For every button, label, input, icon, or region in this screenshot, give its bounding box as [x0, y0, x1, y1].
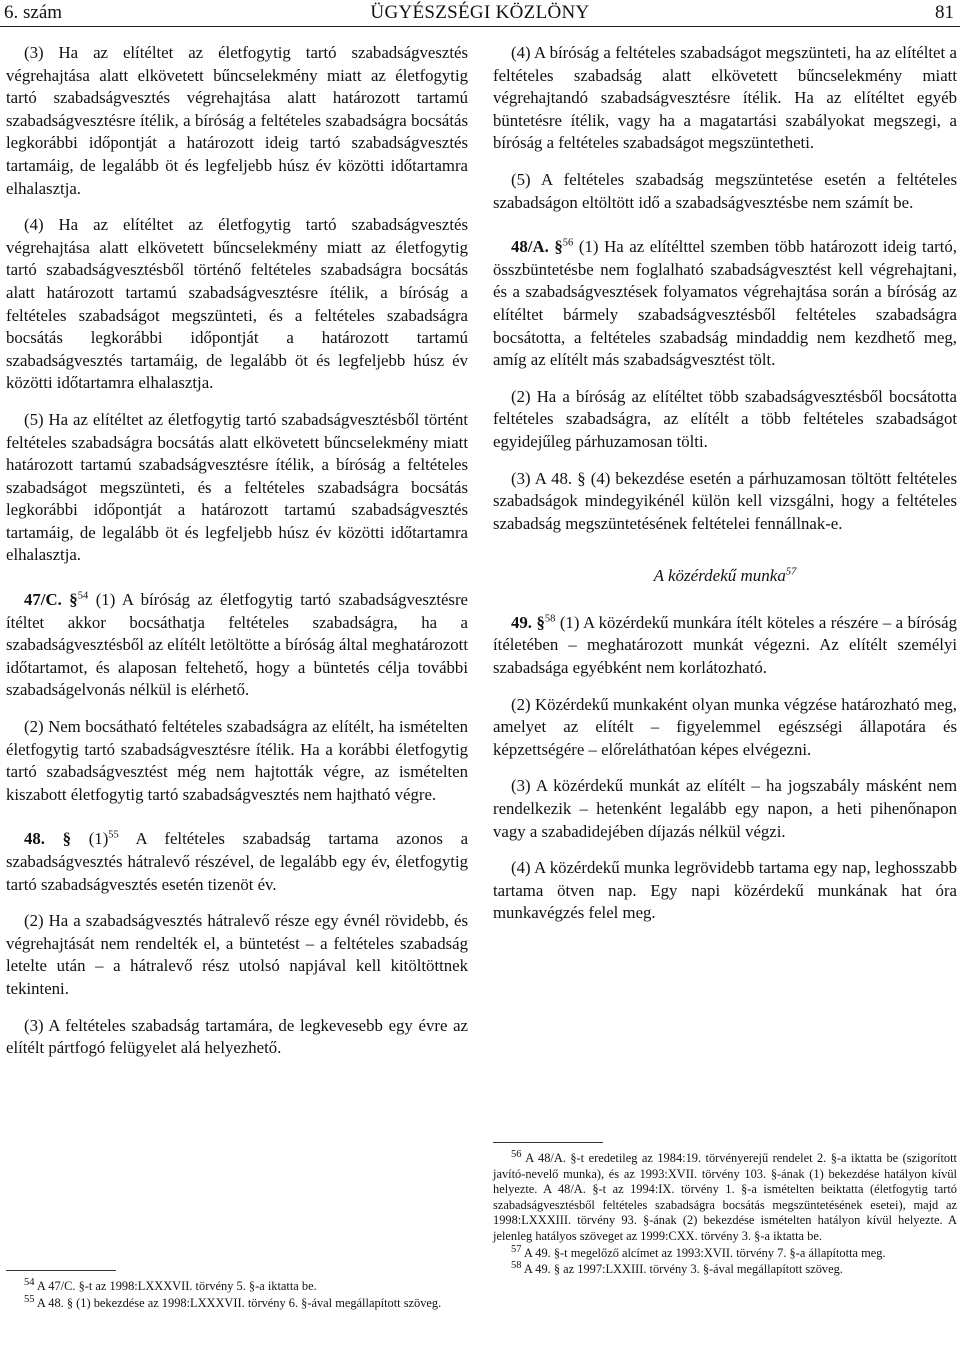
footnote-number: 58	[511, 1260, 522, 1272]
page-number: 81	[935, 2, 954, 23]
paragraph-49-2: (2) Közérdekű munkaként olyan munka végzése határozható meg, amelyet az elítélt – figyelemmel egészségi állapotára és képzettségére – előreláthatóan képes elvégezni.	[493, 694, 957, 759]
footnote-55	[6, 1293, 468, 1312]
publication-title: ÜGYÉSZSÉGI KÖZLÖNY	[370, 2, 590, 23]
section-48a-1	[493, 236, 957, 372]
footnote-56	[493, 1148, 957, 1245]
footnote-ref: 57	[785, 566, 797, 578]
page-header	[0, 0, 960, 27]
section-text: (1) A közérdekű munkára ítélt köteles a részére – a bíróság ítéletében – meghatározott munkát végezni. Az elítélt személyi szabadsága egyébként nem korlátozható.	[493, 612, 957, 678]
section-number: 48. §	[24, 829, 72, 849]
footnote-number: 55	[24, 1293, 35, 1305]
footnotes-right	[493, 1142, 957, 1279]
footnotes-left	[6, 1270, 468, 1312]
subsection-title	[493, 565, 957, 588]
paragraph-48-4: (4) A bíróság a feltételes szabadságot megszünteti, ha az elítéltet a feltételes szabadság alatt elkövetett bűncselekmény miatt végrehajtandó szabadságvesztésre ítélik. Ha az elítéltet egyéb büntetésre ítélik, vagy ha a magatartási szabályokat megszegi, a bíróság a feltételes szabadságot megszüntetheti.	[493, 43, 957, 153]
footnote-divider	[493, 1142, 603, 1143]
section-number: 48/A. §	[511, 237, 563, 257]
footnote-58	[493, 1262, 957, 1278]
section-number: 47/C. §	[24, 590, 78, 610]
paragraph-47b-4: (4) Ha az elítéltet az életfogytig tartó szabadságvesztés végrehajtása alatt elkövetett bűncselekmény miatt az életfogytig tartó szabadságvesztésből történő feltételes szabadságra bocsátás alatt határozott tartamú szabadságvesztésre ítélik, a bíróság a feltételes szabadságot megszünteti, és a feltételes szabadságra bocsátás legkorábbi időpontját a határozott tartamú szabadságvesztés tartamáig, de legalább öt és legfeljebb húsz év közötti időtartamra elhalasztja.	[6, 215, 468, 393]
footnote-57	[493, 1243, 957, 1262]
right-column	[493, 42, 957, 939]
footnote-text: A 49. §-t megelőző alcímet az 1993:XVII. törvény 7. §-a állapította meg.	[521, 1245, 886, 1260]
footnote-ref: 56	[562, 237, 574, 249]
paragraph-49-4: (4) A közérdekű munka legrövidebb tartama egy nap, leghosszabb tartama ötven nap. Egy napi közérdekű munkának hat óra munkavégzés felel meg.	[493, 858, 957, 923]
issue-number: 6. szám	[4, 2, 63, 23]
section-48-1	[6, 828, 468, 896]
section-49-1	[493, 612, 957, 680]
subtitle-text: A közérdekű munka	[653, 566, 786, 586]
section-number: 49. §	[511, 612, 545, 632]
footnote-number: 57	[511, 1243, 522, 1255]
section-text: (1) A bíróság az életfogytig tartó szabadságvesztésre ítéltet akkor bocsáthatja feltételes szabadságra, ha a szabadságvesztésből az elítélt letöltötte a bíróság által meghatározott időtartamot, és alaposan feltehető, hogy a büntetés célja további szabadságelvonás nélkül is elérhető.	[6, 590, 468, 700]
paragraph-48a-3: (3) A 48. § (4) bekezdése esetén a párhuzamosan töltött feltételes szabadságok mindegyikénél külön kell vizsgálni, hogy a feltételes szabadság megszüntetésének feltételei fennállnak-e.	[493, 468, 957, 533]
footnote-text: A 47/C. §-t az 1998:LXXXVII. törvény 5. §-a iktatta be.	[34, 1279, 317, 1293]
paragraph-number: (1)	[71, 829, 109, 849]
footnote-ref: 58	[544, 613, 556, 625]
paragraph-47b-5: (5) Ha az elítéltet az életfogytig tartó szabadságvesztésből történt feltételes szabadságra bocsátás alatt elkövetett bűncselekmény miatt határozott tartamú szabadságvesztésre ítélik, a bíróság a feltételes szabadságot megszünteti, és a feltételes szabadságra bocsátás legkorábbi időpontját a határozott tartamú szabadságvesztés tartamáig, de legalább öt és legfeljebb húsz év közötti időtartamra elhalasztja.	[6, 409, 468, 565]
paragraph-48-2: (2) Ha a szabadságvesztés hátralevő része egy évnél rövidebb, és végrehajtását nem rendelték el, a büntetést – a feltételes szabadság letelte után – a hátralevő rész utolsó napjával kell kitöltöttnek tekinteni.	[6, 911, 468, 998]
footnote-number: 54	[24, 1276, 35, 1288]
paragraph-48-5: (5) A feltételes szabadság megszüntetése esetén a feltételes szabadságon eltöltött idő a szabadságvesztésbe nem számít be.	[493, 169, 957, 212]
footnote-divider	[6, 1270, 116, 1271]
footnote-number: 56	[511, 1148, 522, 1160]
footnote-ref: 55	[108, 829, 119, 841]
footnote-ref: 54	[77, 590, 89, 602]
section-text: A feltételes szabadság tartama azonos a szabadságvesztés hátralevő részével, de legalább egy év, életfogytig tartó szabadságvesztés esetén tizenöt év.	[6, 829, 469, 894]
paragraph-48-3: (3) A feltételes szabadság tartamára, de legkevesebb egy évre az elítélt pártfogó felügyelet alá helyezhető.	[6, 1015, 468, 1058]
paragraph-49-3: (3) A közérdekű munkát az elítélt – ha jogszabály másként nem rendelkezik – hetenként legalább egy napon, a heti pihenőnapon vagy a szabadidejében díjazás nélkül végzi.	[493, 776, 957, 841]
section-47c-1	[6, 589, 468, 702]
section-text: (1) Ha az elítélttel szemben több határozott ideig tartó, összbüntetésbe nem foglalható szabadságvesztést kell végrehajtani, és a szabadságvesztések folyamatos végrehajtása során a bíróság az elítéltet bármely szabadságvesztésből feltételes szabadságra bocsátotta, a feltételes szabadság mindaddig nem kezdhető meg, amíg az elítélt más szabadságvesztést tölt.	[493, 237, 958, 370]
paragraph-47b-3: (3) Ha az elítéltet az életfogytig tartó szabadságvesztés végrehajtása alatt elkövetett bűncselekmény miatt az életfogytig tartó szabadságvesztés végrehajtása alatt határozott tartamú szabadságvesztésre ítélik, a bíróság a feltételes szabadságra bocsátás legkorábbi időpontját a határozott ideig tartó szabadságvesztés tartamáig, de legalább öt és legfeljebb húsz év közötti időtartamra elhalasztja.	[6, 43, 468, 198]
footnote-text: A 48. § (1) bekezdése az 1998:LXXXVII. törvény 6. §-ával megállapított szöveg.	[34, 1295, 442, 1310]
footnote-text: A 49. § az 1997:LXXIII. törvény 3. §-ával megállapított szöveg.	[521, 1262, 843, 1277]
paragraph-47c-2: (2) Nem bocsátható feltételes szabadságra az elítélt, ha ismételten életfogytig tartó szabadságvesztésre ítélik. Ha a korábbi életfogytig tartó szabadságvesztést még nem hajtották végre, az ismételten kiszabott életfogytig tartó szabadságvesztés nem hajtható végre.	[6, 717, 468, 804]
left-column	[6, 42, 468, 1074]
paragraph-48a-2: (2) Ha a bíróság az elítéltet több szabadságvesztésből bocsátotta feltételes szabadságra, az elítélt a több feltételes szabadságot egyidejűleg párhuzamosan tölti.	[493, 386, 957, 451]
footnote-54	[6, 1276, 468, 1295]
footnote-text: A 48/A. §-t eredetileg az 1984:19. törvényerejű rendelet 2. §-a iktatta be (szigorított javító-nevelő munka), és az 1993:XVII. törvény 103. §-ának (1) bekezdése hatályon kívül helyezte. A 48/A. §-t az 1994:IX. törvény 1. §-a ismételten beiktatta (életfogytig tartó szabadságvesztésből feltételes szabadságra bocsátás megszüntetésének esetei), majd az 1998:LXXXIII. törvény 93. §-ának (2) bekezdése ismételten hatályon kívül helyezte. A jelenleg hatályos szöveget az 1999:CXX. törvény 3. §-a iktatta be.	[493, 1151, 957, 1243]
